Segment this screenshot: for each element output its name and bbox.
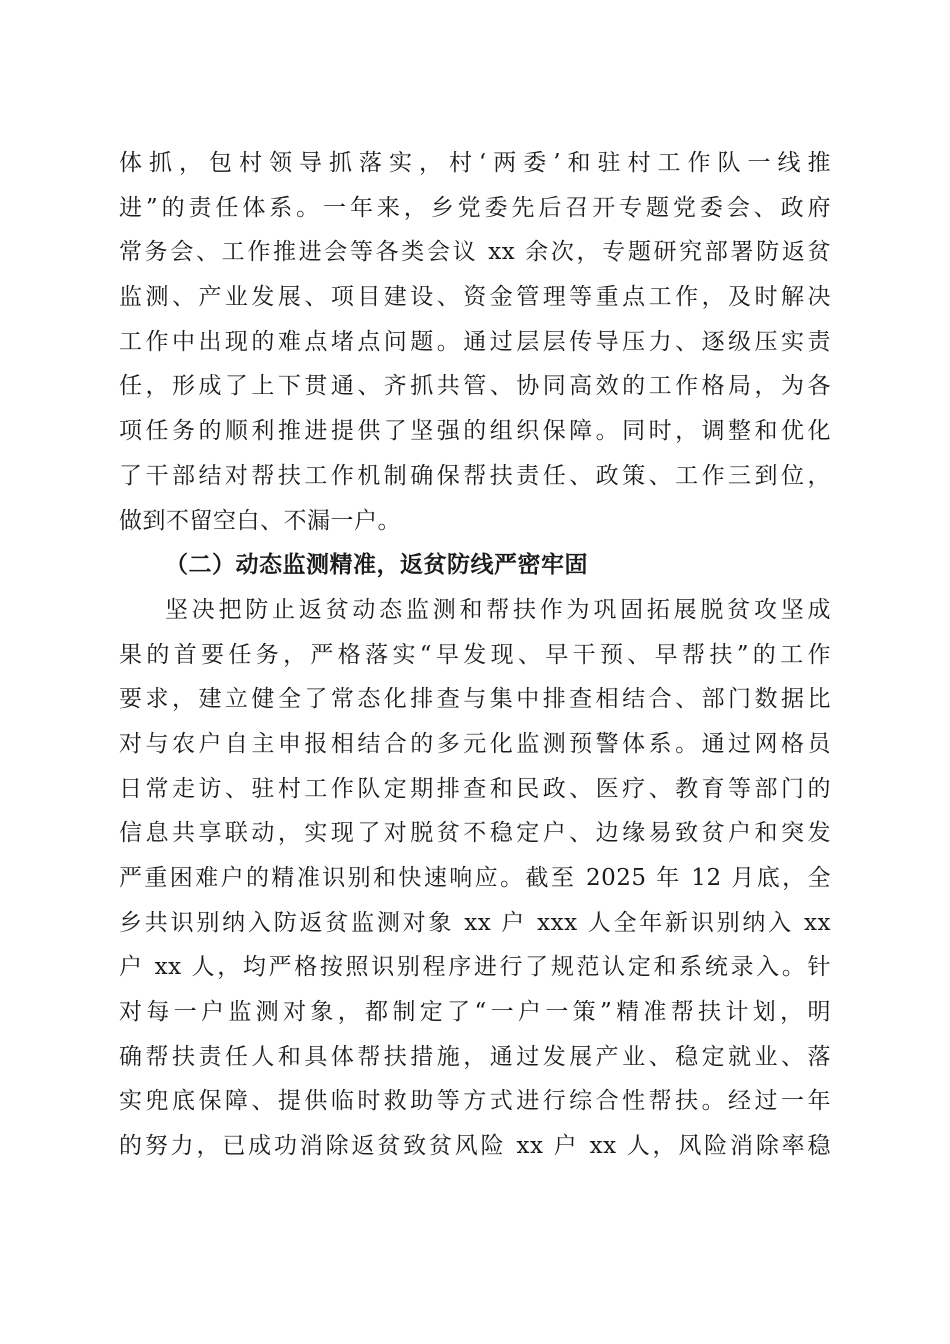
text-line: 体抓，包村领导抓落实，村‘两委’和驻村工作队一线推 <box>119 150 831 176</box>
text-line: 进”的责任体系。一年来，乡党委先后召开专题党委会、政府 <box>119 194 831 221</box>
text-line: 确帮扶责任人和具体帮扶措施，通过发展产业、稳定就业、落 <box>119 1043 831 1070</box>
text-line: 果的首要任务，严格落实“早发现、早干预、早帮扶”的工作 <box>119 641 831 668</box>
text-line: 了干部结对帮扶工作机制确保帮扶责任、政策、工作三到位， <box>119 462 831 489</box>
section-heading: （二）动态监测精准，返贫防线严密牢固 <box>165 551 588 579</box>
text-line: 坚决把防止返贫动态监测和帮扶作为巩固拓展脱贫攻坚成 <box>165 596 831 623</box>
text-line: 项任务的顺利推进提供了坚强的组织保障。同时，调整和优化 <box>119 418 831 445</box>
text-line: 实兜底保障、提供临时救助等方式进行综合性帮扶。经过一年 <box>119 1088 831 1115</box>
document-body <box>119 141 831 1169</box>
text-line: 乡共识别纳入防返贫监测对象 xx 户 xxx 人全年新识别纳入 xx <box>119 909 831 936</box>
paragraph-2 <box>119 588 831 1169</box>
text-line: 监测、产业发展、项目建设、资金管理等重点工作，及时解决 <box>119 284 831 311</box>
text-line: 常务会、工作推进会等各类会议 xx 余次，专题研究部署防返贫 <box>119 239 831 266</box>
paragraph-1 <box>119 141 831 543</box>
text-line: 户 xx 人，均严格按照识别程序进行了规范认定和系统录入。针 <box>119 954 831 981</box>
text-line: 做到不留空白、不漏一户。 <box>119 507 401 534</box>
text-line: 工作中出现的难点堵点问题。通过层层传导压力、逐级压实责 <box>119 328 831 355</box>
text-line: 严重困难户的精准识别和快速响应。截至 2025 年 12 月底，全 <box>119 865 831 891</box>
text-line: 信息共享联动，实现了对脱贫不稳定户、边缘易致贫户和突发 <box>119 820 831 847</box>
text-line: 对与农户自主申报相结合的多元化监测预警体系。通过网格员 <box>119 730 831 757</box>
text-line: 任，形成了上下贯通、齐抓共管、协同高效的工作格局，为各 <box>119 373 831 400</box>
text-line: 对每一户监测对象，都制定了“一户一策”精准帮扶计划，明 <box>119 999 831 1026</box>
text-line: 日常走访、驻村工作队定期排查和民政、医疗、教育等部门的 <box>119 775 831 802</box>
text-line: 要求，建立健全了常态化排查与集中排查相结合、部门数据比 <box>119 686 831 713</box>
text-line: 的努力，已成功消除返贫致贫风险 xx 户 xx 人，风险消除率稳 <box>119 1133 831 1160</box>
